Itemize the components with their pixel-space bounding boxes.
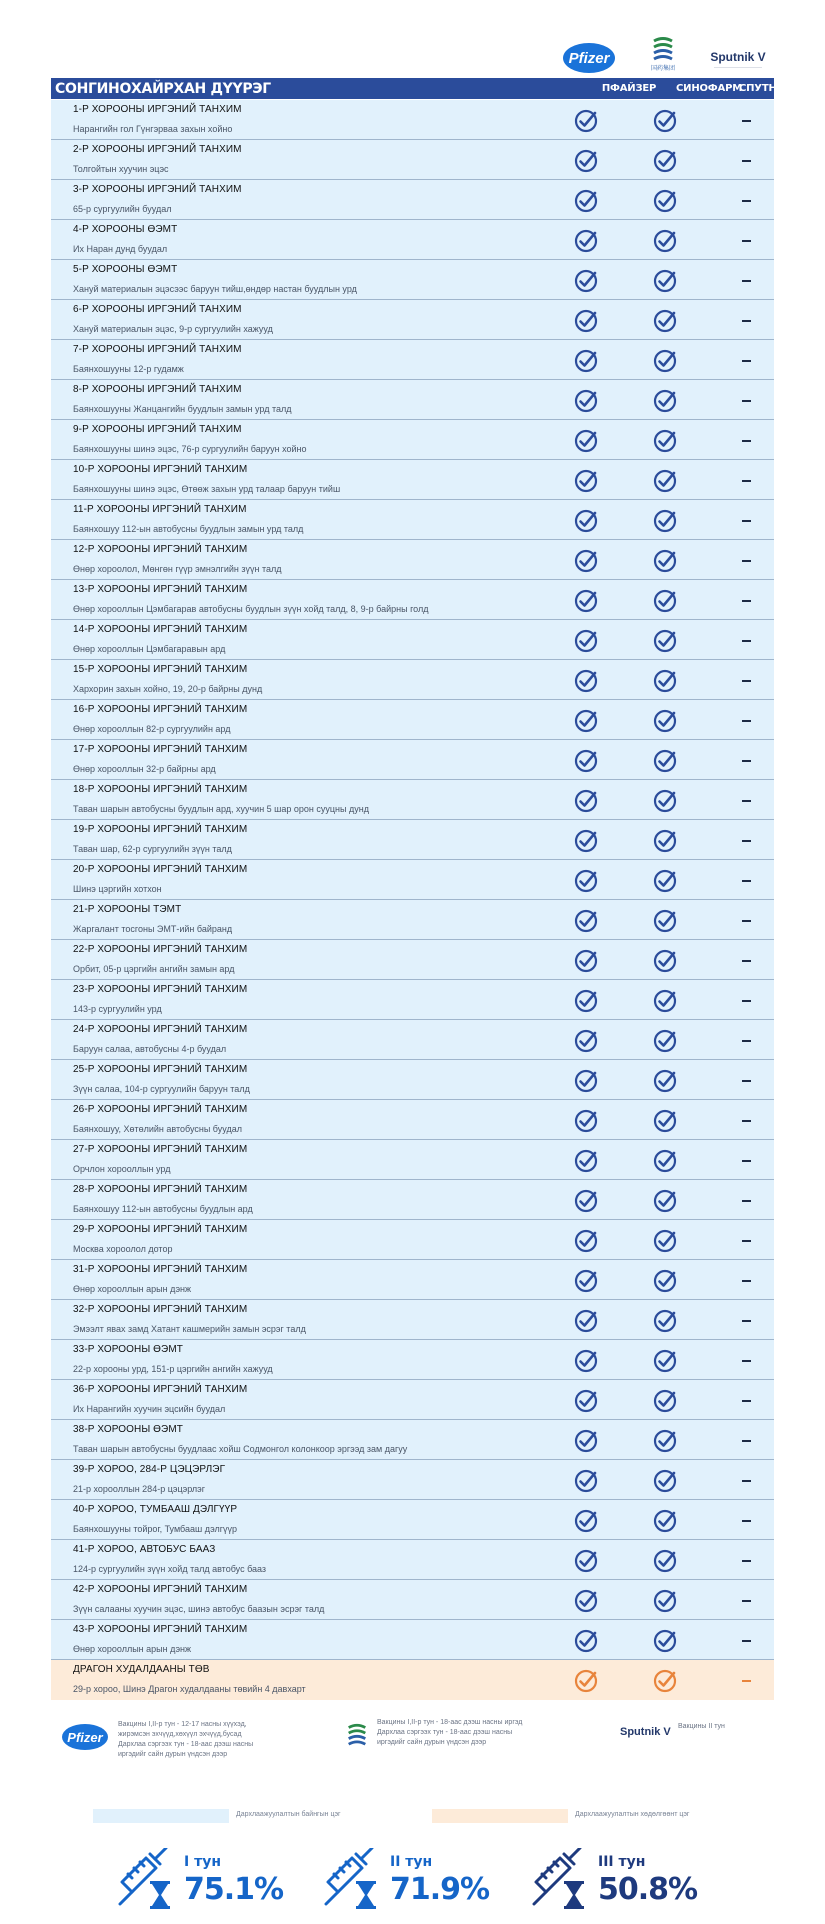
point-name: 16-Р ХОРООНЫ ИРГЭНИЙ ТАНХИМ <box>73 704 248 715</box>
table-row <box>51 580 774 620</box>
sinopharm-check-icon <box>653 189 677 213</box>
point-name: 26-Р ХОРООНЫ ИРГЭНИЙ ТАНХИМ <box>73 1104 248 1115</box>
sinopharm-check-icon <box>653 109 677 133</box>
pfizer-check-icon <box>574 149 598 173</box>
point-address: Өнөр хороолол, Мөнгөн гүүр эмнэлгийн зүүн талд <box>73 564 282 574</box>
point-name: 33-Р ХОРООНЫ ӨЭМТ <box>73 1344 183 1355</box>
sputnik-unavailable-dash <box>731 394 761 406</box>
point-name: 38-Р ХОРООНЫ ӨЭМТ <box>73 1424 183 1435</box>
sinopharm-check-icon <box>653 429 677 453</box>
table-row <box>51 1660 774 1700</box>
point-name: 11-Р ХОРООНЫ ИРГЭНИЙ ТАНХИМ <box>73 504 247 515</box>
sputnik-unavailable-dash <box>731 554 761 566</box>
point-name: 28-Р ХОРООНЫ ИРГЭНИЙ ТАНХИМ <box>73 1184 248 1195</box>
point-address: Шинэ цэргийн хотхон <box>73 884 162 894</box>
point-name: 24-Р ХОРООНЫ ИРГЭНИЙ ТАНХИМ <box>73 1024 248 1035</box>
sinopharm-check-icon <box>653 349 677 373</box>
sputnik-unavailable-dash <box>731 914 761 926</box>
point-address: Өнөр хорооллын Цэмбагаравын ард <box>73 644 226 654</box>
pfizer-check-icon <box>574 1069 598 1093</box>
pfizer-check-icon <box>574 1029 598 1053</box>
table-row <box>51 940 774 980</box>
point-address: Эмээлт явах замд Хатант кашмерийн замын эсрэг талд <box>73 1324 306 1334</box>
sinopharm-check-icon <box>653 1069 677 1093</box>
point-address: Баянхошууны Жанцангийн буудлын замын урд талд <box>73 404 292 414</box>
legend-note: жирэмсэн эхчүүд,хөхүүл эхчүүд,бусад <box>118 1731 242 1738</box>
point-address: Баянхошуу, Хөтөлийн автобусны буудал <box>73 1124 242 1134</box>
status-label-full: Дархлаажуулалтын хөдөлгөөнт цэг <box>575 1811 690 1818</box>
pfizer-logo: Pfizer <box>561 42 617 74</box>
sinopharm-check-icon <box>653 269 677 293</box>
table-row <box>51 1260 774 1300</box>
table-row <box>51 1420 774 1460</box>
table-row <box>51 300 774 340</box>
pfizer-check-icon <box>574 1389 598 1413</box>
sputnik-unavailable-dash <box>731 274 761 286</box>
pfizer-check-icon <box>574 509 598 533</box>
legend-note: иргэдийг сайн дурын үндсэн дээр <box>377 1739 487 1746</box>
sinopharm-check-icon <box>653 869 677 893</box>
point-address: Баруун салаа, автобусны 4-р буудал <box>73 1044 227 1054</box>
sputnik-unavailable-dash <box>731 1194 761 1206</box>
pfizer-check-icon <box>574 589 598 613</box>
table-row <box>51 180 774 220</box>
point-address: Нарангийн гол Гүнгэрваа захын хойно <box>73 124 233 134</box>
point-address: Өнөр хорооллын 32-р байрны ард <box>73 764 216 774</box>
point-name: 7-Р ХОРООНЫ ИРГЭНИЙ ТАНХИМ <box>73 344 242 355</box>
point-address: Таван шарын автобусны буудлаас хойш Содмонгол колонкоор эргээд зам дагуу <box>73 1444 408 1454</box>
table-row <box>51 1220 774 1260</box>
pfizer-check-icon <box>574 189 598 213</box>
dose-label: I тун <box>184 1854 221 1870</box>
table-row <box>51 420 774 460</box>
sputnik-unavailable-dash <box>731 1594 761 1606</box>
dose-percentage: 75.1% <box>184 1872 284 1907</box>
point-name: 25-Р ХОРООНЫ ИРГЭНИЙ ТАНХИМ <box>73 1064 248 1075</box>
point-name: 27-Р ХОРООНЫ ИРГЭНИЙ ТАНХИМ <box>73 1144 248 1155</box>
table-row <box>51 1460 774 1500</box>
syringe-hourglass-icon <box>318 1848 386 1912</box>
syringe-hourglass-icon <box>112 1848 180 1912</box>
point-name: 14-Р ХОРООНЫ ИРГЭНИЙ ТАНХИМ <box>73 624 248 635</box>
table-row <box>51 1620 774 1660</box>
pfizer-check-icon <box>574 389 598 413</box>
table-row <box>51 1140 774 1180</box>
pfizer-check-icon <box>574 1269 598 1293</box>
sputnik-unavailable-dash <box>731 1634 761 1646</box>
table-row <box>51 380 774 420</box>
sinopharm-check-icon <box>653 789 677 813</box>
point-name: 22-Р ХОРООНЫ ИРГЭНИЙ ТАНХИМ <box>73 944 248 955</box>
table-row <box>51 100 774 140</box>
point-name: 41-Р ХОРОО, АВТОБУС БААЗ <box>73 1544 216 1555</box>
point-address: 143-р сургуулийн урд <box>73 1004 162 1014</box>
sinopharm-check-icon <box>653 1189 677 1213</box>
point-name: 18-Р ХОРООНЫ ИРГЭНИЙ ТАНХИМ <box>73 784 248 795</box>
pfizer-check-icon <box>574 309 598 333</box>
table-row <box>51 500 774 540</box>
dose-label: II тун <box>390 1854 433 1870</box>
sinopharm-check-icon <box>653 1589 677 1613</box>
point-address: Баянхошуу 112-ын автобусны буудлын замын урд талд <box>73 524 304 534</box>
sputnik-unavailable-dash <box>731 194 761 206</box>
pfizer-check-icon <box>574 269 598 293</box>
sinopharm-check-icon <box>653 469 677 493</box>
legend-note: Вакцины I,II-р тун - 12-17 насны хүүхэд, <box>118 1721 247 1728</box>
district-title: СОНГИНОХАЙРХАН ДҮҮРЭГ <box>55 80 271 97</box>
sinopharm-check-icon <box>653 589 677 613</box>
sputnik-unavailable-dash <box>731 594 761 606</box>
legend-note: иргэдийг сайн дурын үндсэн дээр <box>118 1751 228 1758</box>
sputnik-unavailable-dash <box>731 714 761 726</box>
column-sputnik: СПУТНИК V <box>739 83 804 94</box>
table-row <box>51 140 774 180</box>
point-name: 19-Р ХОРООНЫ ИРГЭНИЙ ТАНХИМ <box>73 824 248 835</box>
sputnik-unavailable-dash <box>731 994 761 1006</box>
table-row <box>51 780 774 820</box>
pfizer-check-icon <box>574 1589 598 1613</box>
sputnik-unavailable-dash <box>731 1474 761 1486</box>
point-address: Өнөр хорооллын арын дэнж <box>73 1644 192 1654</box>
vaccine-logos <box>0 0 825 78</box>
sputnik-unavailable-dash <box>731 1674 761 1686</box>
sinopharm-check-icon <box>653 629 677 653</box>
sinopharm-check-icon <box>653 149 677 173</box>
dose-label: III тун <box>598 1854 646 1870</box>
sinopharm-check-icon <box>653 989 677 1013</box>
table-row <box>51 980 774 1020</box>
pfizer-check-icon <box>574 1149 598 1173</box>
pfizer-check-icon <box>574 1669 598 1693</box>
sputnik-unavailable-dash <box>731 314 761 326</box>
table-row <box>51 1340 774 1380</box>
table-row <box>51 900 774 940</box>
sputnik-unavailable-dash <box>731 1234 761 1246</box>
legend <box>0 1716 825 1796</box>
pfizer-check-icon <box>574 1229 598 1253</box>
sinopharm-check-icon <box>653 1109 677 1133</box>
sputnik-unavailable-dash <box>731 354 761 366</box>
pfizer-check-icon <box>574 429 598 453</box>
pfizer-check-icon <box>574 949 598 973</box>
table-row <box>51 860 774 900</box>
point-name: 3-Р ХОРООНЫ ИРГЭНИЙ ТАНХИМ <box>73 184 242 195</box>
pfizer-check-icon <box>574 1109 598 1133</box>
point-name: 20-Р ХОРООНЫ ИРГЭНИЙ ТАНХИМ <box>73 864 248 875</box>
column-sinopharm: СИНОФАРМ <box>676 83 742 94</box>
sinopharm-check-icon <box>653 1149 677 1173</box>
point-name: 17-Р ХОРООНЫ ИРГЭНИЙ ТАНХИМ <box>73 744 248 755</box>
table-row <box>51 340 774 380</box>
table-row <box>51 260 774 300</box>
sinopharm-check-icon <box>653 749 677 773</box>
pfizer-check-icon <box>574 1509 598 1533</box>
sputnik-unavailable-dash <box>731 834 761 846</box>
point-name: 40-Р ХОРОО, ТУМБААШ ДЭЛГҮҮР <box>73 1504 238 1515</box>
column-pfizer: ПФАЙЗЕР <box>601 83 657 94</box>
pfizer-check-icon <box>574 869 598 893</box>
sinopharm-check-icon <box>653 1669 677 1693</box>
table-row <box>51 1500 774 1540</box>
table-row <box>51 1180 774 1220</box>
point-address: Өнөр хорооллын Цэмбагарав автобусны буудлын зүүн хойд талд, 8, 9-р байрны голд <box>73 604 429 614</box>
point-address: Баянхошууны шинэ эцэс, Өтөөж захын урд талаар баруун тийш <box>73 484 341 494</box>
sputnik-unavailable-dash <box>731 1554 761 1566</box>
point-address: Жаргалант тосгоны ЭМТ-ийн байранд <box>73 924 233 934</box>
pfizer-check-icon <box>574 1309 598 1333</box>
table-row <box>51 1100 774 1140</box>
sinopharm-check-icon <box>653 1549 677 1573</box>
pfizer-check-icon <box>574 629 598 653</box>
sinopharm-check-icon <box>653 949 677 973</box>
point-name: 23-Р ХОРООНЫ ИРГЭНИЙ ТАНХИМ <box>73 984 248 995</box>
point-address: 65-р сургуулийн буудал <box>73 204 172 214</box>
point-address: Баянхошууны тойрог, Тумбааш дэлгүүр <box>73 1524 238 1534</box>
dose-percentage: 50.8% <box>598 1872 698 1907</box>
point-address: Хануй материалын эцэс, 9-р сургуулийн хажууд <box>73 324 273 334</box>
point-name: 36-Р ХОРООНЫ ИРГЭНИЙ ТАНХИМ <box>73 1384 248 1395</box>
point-name: 29-Р ХОРООНЫ ИРГЭНИЙ ТАНХИМ <box>73 1224 248 1235</box>
point-address: Баянхошууны шинэ эцэс, 76-р сургуулийн баруун хойно <box>73 444 307 454</box>
point-name: 15-Р ХОРООНЫ ИРГЭНИЙ ТАНХИМ <box>73 664 248 675</box>
pfizer-check-icon <box>574 349 598 373</box>
table-row <box>51 1540 774 1580</box>
point-name: 2-Р ХОРООНЫ ИРГЭНИЙ ТАНХИМ <box>73 144 242 155</box>
table-row <box>51 1580 774 1620</box>
sinopharm-check-icon <box>653 389 677 413</box>
sinopharm-check-icon <box>653 1229 677 1253</box>
point-name: 9-Р ХОРООНЫ ИРГЭНИЙ ТАНХИМ <box>73 424 242 435</box>
pfizer-check-icon <box>574 909 598 933</box>
point-name: 13-Р ХОРООНЫ ИРГЭНИЙ ТАНХИМ <box>73 584 248 595</box>
sinopharm-check-icon <box>653 1429 677 1453</box>
point-address: Хануй материалын эцэсээс баруун тийш,өндөр настан буудлын урд <box>73 284 357 294</box>
pfizer-check-icon <box>574 1629 598 1653</box>
table-row <box>51 740 774 780</box>
sinopharm-icon <box>345 1722 369 1746</box>
table-header <box>51 78 804 99</box>
pfizer-check-icon <box>574 229 598 253</box>
sinopharm-check-icon <box>653 229 677 253</box>
pfizer-check-icon <box>574 549 598 573</box>
sinopharm-check-icon <box>653 1469 677 1493</box>
legend-sinopharm-notes <box>377 1718 522 1748</box>
sputnik-unavailable-dash <box>731 234 761 246</box>
pfizer-check-icon <box>574 749 598 773</box>
legend-note: Дархлаа сэргээх тун - 18-аас дээш насны <box>377 1729 513 1736</box>
sputnik-unavailable-dash <box>731 114 761 126</box>
sputnik-unavailable-dash <box>731 674 761 686</box>
point-name: 8-Р ХОРООНЫ ИРГЭНИЙ ТАНХИМ <box>73 384 242 395</box>
table-row <box>51 1060 774 1100</box>
point-name: ДРАГОН ХУДАЛДААНЫ ТӨВ <box>73 1664 210 1675</box>
dose-coverage <box>0 1840 825 1924</box>
sputnik-unavailable-dash <box>731 1034 761 1046</box>
table-row <box>51 620 774 660</box>
sputnik-unavailable-dash <box>731 1154 761 1166</box>
sinopharm-check-icon <box>653 709 677 733</box>
point-address: Зүүн салааны хуучин эцэс, шинэ автобус баазын эсрэг талд <box>73 1604 325 1614</box>
sputnik-unavailable-dash <box>731 954 761 966</box>
point-address: Баянхошууны 12-р гудамж <box>73 364 184 374</box>
point-name: 21-Р ХОРООНЫ ТЭМТ <box>73 904 182 915</box>
table-row <box>51 700 774 740</box>
legend-note: Дархлаа сэргээх тун - 18-аас дээш насны <box>118 1741 254 1748</box>
point-name: 10-Р ХОРООНЫ ИРГЭНИЙ ТАНХИМ <box>73 464 248 475</box>
pfizer-check-icon <box>574 1349 598 1373</box>
legend-pfizer-notes <box>118 1720 253 1760</box>
sputnik-unavailable-dash <box>731 514 761 526</box>
sputnik-unavailable-dash <box>731 1314 761 1326</box>
table-row <box>51 820 774 860</box>
legend-note: Вакцины II тун <box>678 1723 725 1730</box>
table-row <box>51 220 774 260</box>
table-row <box>51 1380 774 1420</box>
pfizer-check-icon <box>574 789 598 813</box>
sinopharm-check-icon <box>653 1029 677 1053</box>
point-name: 31-Р ХОРООНЫ ИРГЭНИЙ ТАНХИМ <box>73 1264 248 1275</box>
sputnik-unavailable-dash <box>731 1394 761 1406</box>
status-label-available: Дархлаажуулалтын байнгын цэг <box>236 1811 341 1818</box>
table-row <box>51 660 774 700</box>
point-address: 124-р сургуулийн зүүн хойд талд автобус бааз <box>73 1564 267 1574</box>
sinopharm-check-icon <box>653 1389 677 1413</box>
sputnik-unavailable-dash <box>731 874 761 886</box>
point-address: Зүүн салаа, 104-р сургуулийн баруун талд <box>73 1084 250 1094</box>
table-row <box>51 1300 774 1340</box>
point-name: 42-Р ХОРООНЫ ИРГЭНИЙ ТАНХИМ <box>73 1584 248 1595</box>
sputnik-unavailable-dash <box>731 1354 761 1366</box>
syringe-hourglass-icon <box>526 1848 594 1912</box>
sputnik-unavailable-dash <box>731 1114 761 1126</box>
sputnik-unavailable-dash <box>731 434 761 446</box>
pfizer-check-icon <box>574 109 598 133</box>
table-row <box>51 460 774 500</box>
dose-percentage: 71.9% <box>390 1872 490 1907</box>
sinopharm-check-icon <box>653 509 677 533</box>
point-address: Таван шар, 62-р сургуулийн зүүн талд <box>73 844 232 854</box>
point-address: Өнөр хорооллын арын дэнж <box>73 1284 192 1294</box>
legend-note: Вакцины I,II-р тун - 18-аас дээш насны иргэд <box>377 1719 523 1726</box>
sputnik-logo: Sputnik V ———————————— <box>710 49 766 69</box>
sinopharm-check-icon <box>653 909 677 933</box>
sinopharm-check-icon <box>653 1349 677 1373</box>
point-name: 1-Р ХОРООНЫ ИРГЭНИЙ ТАНХИМ <box>73 104 242 115</box>
pfizer-check-icon <box>574 1429 598 1453</box>
table-row <box>51 1020 774 1060</box>
sputnik-unavailable-dash <box>731 154 761 166</box>
point-address: Таван шарын автобусны буудлын ард, хуучин 5 шар орон сууцны дунд <box>73 804 369 814</box>
point-address: Толгойтын хуучин эцэс <box>73 164 169 174</box>
sputnik-unavailable-dash <box>731 754 761 766</box>
sputnik-unavailable-dash <box>731 1434 761 1446</box>
sputnik-unavailable-dash <box>731 794 761 806</box>
point-address: 22-р хорооны урд, 151-р цэргийн ангийн хажууд <box>73 1364 273 1374</box>
sinopharm-check-icon <box>653 549 677 573</box>
point-address: Хархорин захын хойно, 19, 20-р байрны дунд <box>73 684 263 694</box>
point-address: Өнөр хорооллын 82-р сургуулийн ард <box>73 724 231 734</box>
pfizer-check-icon <box>574 709 598 733</box>
point-name: 12-Р ХОРООНЫ ИРГЭНИЙ ТАНХИМ <box>73 544 248 555</box>
pfizer-check-icon <box>574 829 598 853</box>
vaccination-points-table <box>51 100 774 1700</box>
sputnik-unavailable-dash <box>731 474 761 486</box>
sinopharm-check-icon <box>653 309 677 333</box>
point-address: Орбит, 05-р цэргийн ангийн замын ард <box>73 964 235 974</box>
point-address: Их Наран дунд буудал <box>73 244 168 254</box>
sputnik-unavailable-dash <box>731 1514 761 1526</box>
sputnik-unavailable-dash <box>731 1274 761 1286</box>
status-swatch-available <box>93 1809 229 1823</box>
point-address: Баянхошуу 112-ын автобусны буудлын ард <box>73 1204 253 1214</box>
point-address: Орчлон хорооллын урд <box>73 1164 171 1174</box>
point-name: 4-Р ХОРООНЫ ӨЭМТ <box>73 224 178 235</box>
sinopharm-icon <box>650 35 676 61</box>
point-name: 39-Р ХОРОО, 284-Р ЦЭЦЭРЛЭГ <box>73 1464 226 1475</box>
pfizer-logo: Pfizer <box>62 1724 108 1750</box>
point-name: 32-Р ХОРООНЫ ИРГЭНИЙ ТАНХИМ <box>73 1304 248 1315</box>
sinopharm-check-icon <box>653 1269 677 1293</box>
pfizer-check-icon <box>574 989 598 1013</box>
status-swatch-full <box>432 1809 568 1823</box>
point-address: Москва хороолол дотор <box>73 1244 173 1254</box>
point-address: 21-р хорооллын 284-р цэцэрлэг <box>73 1484 206 1494</box>
pfizer-check-icon <box>574 669 598 693</box>
sinopharm-logo: 国药集团 <box>640 30 686 76</box>
sinopharm-check-icon <box>653 1629 677 1653</box>
point-name: 43-Р ХОРООНЫ ИРГЭНИЙ ТАНХИМ <box>73 1624 248 1635</box>
sputnik-unavailable-dash <box>731 1074 761 1086</box>
pfizer-check-icon <box>574 1549 598 1573</box>
point-address: 29-р хороо, Шинэ Драгон худалдааны төвийн 4 давхарт <box>73 1684 306 1694</box>
pfizer-check-icon <box>574 1469 598 1493</box>
sinopharm-check-icon <box>653 1309 677 1333</box>
pfizer-check-icon <box>574 1189 598 1213</box>
sinopharm-check-icon <box>653 669 677 693</box>
legend-sputnik-notes <box>678 1722 725 1732</box>
table-row <box>51 540 774 580</box>
sinopharm-check-icon <box>653 829 677 853</box>
sputnik-unavailable-dash <box>731 634 761 646</box>
point-name: 6-Р ХОРООНЫ ИРГЭНИЙ ТАНХИМ <box>73 304 242 315</box>
pfizer-check-icon <box>574 469 598 493</box>
point-address: Их Нарангийн хуучин эцсийн буудал <box>73 1404 226 1414</box>
point-name: 5-Р ХОРООНЫ ӨЭМТ <box>73 264 178 275</box>
sinopharm-check-icon <box>653 1509 677 1533</box>
sputnik-logo: Sputnik V <box>620 1726 671 1738</box>
